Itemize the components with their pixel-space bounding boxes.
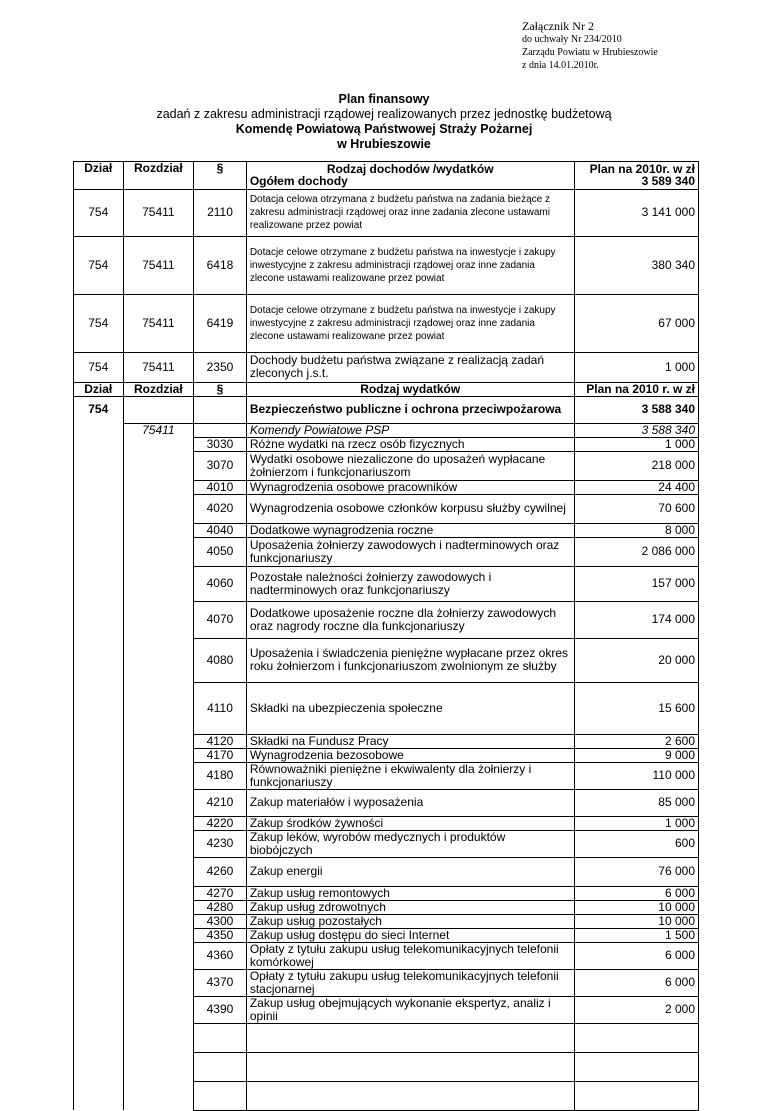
title-line-1: Plan finansowy [338, 92, 430, 106]
expense-description: Uposażenia i świadczenia pieniężne wypłacane przez okres roku żołnierzom i funkcjonariuszom zwolnionym ze służby [246, 638, 574, 682]
expense-description: Pozostałe należności żołnierzy zawodowych i nadterminowych oraz funkcjonariuszy [246, 566, 574, 601]
expense-paragraph: 4350 [194, 928, 247, 942]
expense-paragraph: 4050 [194, 537, 247, 566]
expense-row [74, 969, 699, 996]
expense-description: Zakup środków żywności [246, 816, 574, 830]
expense-value: 1 000 [574, 437, 698, 451]
col-header-dzial: Dział [74, 162, 124, 190]
col-header-rozdzial: Rozdział [123, 382, 194, 396]
col-header-plan [574, 162, 698, 189]
expense-row [74, 1081, 699, 1110]
expense-value: 157 000 [574, 566, 698, 601]
income-paragraph: 6419 [194, 294, 247, 352]
total-income-label: Ogółem dochody [249, 174, 348, 189]
expense-row [74, 996, 699, 1023]
expense-paragraph: 4270 [194, 886, 247, 900]
expense-row [74, 762, 699, 789]
expense-paragraph [194, 1023, 247, 1052]
expense-row [74, 537, 699, 566]
expense-row [74, 494, 699, 523]
income-rozdzial: 75411 [123, 294, 194, 352]
income-dzial: 754 [74, 189, 124, 236]
expense-paragraph: 3070 [194, 451, 247, 480]
expense-value: 15 600 [574, 682, 698, 734]
expense-paragraph: 4110 [194, 682, 247, 734]
expense-value: 70 600 [574, 494, 698, 523]
expense-description: Zakup usług dostępu do sieci Internet [246, 928, 574, 942]
expense-value: 76 000 [574, 857, 698, 886]
expense-paragraph: 4370 [194, 969, 247, 996]
col-header-rodzaj-text: Rodzaj dochodów /wydatków [326, 162, 494, 177]
expense-paragraph: 4210 [194, 789, 247, 816]
board-line: Zarządu Powiatu w Hrubieszowie [522, 47, 658, 58]
expense-value: 10 000 [574, 914, 698, 928]
expense-value: 6 000 [574, 942, 698, 969]
income-paragraph: 2110 [194, 189, 247, 236]
expense-row [74, 886, 699, 900]
expense-description: Opłaty z tytułu zakupu usług telekomunikacyjnych telefonii komórkowej [246, 942, 574, 969]
income-description: Dotacje celowe otrzymane z budżetu państwa na inwestycje i zakupy inwestycyjne z zakresu administracji rządowej oraz inne zadania zlecone ustawami realizowane przez powiat [246, 236, 574, 294]
income-dzial: 754 [74, 236, 124, 294]
expense-description: Dodatkowe wynagrodzenia roczne [246, 523, 574, 537]
expense-row [74, 857, 699, 886]
income-header-row [74, 162, 699, 189]
income-paragraph: 6418 [194, 236, 247, 294]
income-description: Dochody budżetu państwa związane z realizacją zadań zleconych j.s.t. [246, 352, 574, 382]
expense-paragraph [194, 1052, 247, 1081]
section-value: 3 588 340 [574, 396, 698, 423]
income-value: 67 000 [574, 294, 698, 352]
expense-value: 2 086 000 [574, 537, 698, 566]
income-paragraph: 2350 [194, 352, 247, 382]
chapter-description: Komendy Powiatowe PSP [246, 423, 574, 437]
expense-value [574, 1081, 698, 1110]
expense-paragraph: 4170 [194, 748, 247, 762]
expense-value: 8 000 [574, 523, 698, 537]
expense-paragraph: 4220 [194, 816, 247, 830]
section-total-row [74, 396, 699, 423]
expense-description [246, 1023, 574, 1052]
resolution-line: do uchwały Nr 234/2010 [522, 34, 622, 45]
expense-row [74, 1052, 699, 1081]
expense-description: Wydatki osobowe niezaliczone do uposażeń wypłacane żołnierzom i funkcjonariuszom [246, 451, 574, 480]
expense-value: 174 000 [574, 601, 698, 638]
expense-paragraph: 4360 [194, 942, 247, 969]
section-dzial: 754 [74, 396, 124, 423]
expense-description: Zakup leków, wyrobów medycznych i produktów biobójczych [246, 830, 574, 857]
expense-row [74, 1023, 699, 1052]
expense-paragraph: 4010 [194, 480, 247, 494]
expense-row [74, 480, 699, 494]
expense-row [74, 638, 699, 682]
expense-description: Różne wydatki na rzecz osób fizycznych [246, 437, 574, 451]
expense-paragraph: 4040 [194, 523, 247, 537]
document-title [0, 92, 768, 152]
income-row [74, 352, 699, 382]
expense-paragraph: 4020 [194, 494, 247, 523]
annex-header [522, 20, 658, 72]
expense-description: Składki na ubezpieczenia społeczne [246, 682, 574, 734]
section-description: Bezpieczeństwo publiczne i ochrona przeciwpożarowa [246, 396, 574, 423]
expense-description: Wynagrodzenia osobowe pracowników [246, 480, 574, 494]
income-row [74, 294, 699, 352]
expense-paragraph: 4230 [194, 830, 247, 857]
expense-value: 24 400 [574, 480, 698, 494]
expense-value: 218 000 [574, 451, 698, 480]
expense-paragraph: 4390 [194, 996, 247, 1023]
income-row [74, 236, 699, 294]
expense-description: Opłaty z tytułu zakupu usług telekomunikacyjnych telefonii stacjonarnej [246, 969, 574, 996]
expense-description: Uposażenia żołnierzy zawodowych i nadterminowych oraz funkcjonariuszy [246, 537, 574, 566]
expense-value: 1 000 [574, 816, 698, 830]
expense-description: Wynagrodzenia osobowe członków korpusu służby cywilnej [246, 494, 574, 523]
expense-row [74, 928, 699, 942]
expense-row [74, 451, 699, 480]
col-header-rodzaj: Rodzaj wydatków [246, 382, 574, 396]
expense-description [246, 1052, 574, 1081]
income-value: 380 340 [574, 236, 698, 294]
col-header-paragraph: § [194, 382, 247, 396]
expense-value: 10 000 [574, 900, 698, 914]
col-header-dzial: Dział [74, 382, 124, 396]
income-rozdzial: 75411 [123, 352, 194, 382]
expense-value: 20 000 [574, 638, 698, 682]
title-line-4: w Hrubieszowie [337, 137, 431, 151]
expense-description: Dodatkowe uposażenie roczne dla żołnierzy zawodowych oraz nagrody roczne dla funkcjonariuszy [246, 601, 574, 638]
expense-value [574, 1023, 698, 1052]
expense-value [574, 1052, 698, 1081]
expense-paragraph: 4080 [194, 638, 247, 682]
income-rozdzial: 75411 [123, 189, 194, 236]
income-dzial: 754 [74, 294, 124, 352]
expense-paragraph: 4120 [194, 734, 247, 748]
chapter-total-row [74, 423, 699, 437]
expense-paragraph: 4300 [194, 914, 247, 928]
chapter-value: 3 588 340 [574, 423, 698, 437]
expense-description: Zakup usług pozostałych [246, 914, 574, 928]
expense-description: Równoważniki pieniężne i ekwiwalenty dla żołnierzy i funkcjonariuszy [246, 762, 574, 789]
expense-description: Składki na Fundusz Pracy [246, 734, 574, 748]
expense-value: 600 [574, 830, 698, 857]
expense-description: Zakup materiałów i wyposażenia [246, 789, 574, 816]
expense-row [74, 566, 699, 601]
expense-description [246, 1081, 574, 1110]
col-header-rodzaj [246, 162, 574, 189]
col-header-rozdzial: Rozdział [123, 162, 194, 190]
expense-row [74, 734, 699, 748]
expense-row [74, 816, 699, 830]
expense-value: 6 000 [574, 886, 698, 900]
expense-row [74, 523, 699, 537]
expense-row [74, 942, 699, 969]
income-dzial: 754 [74, 352, 124, 382]
expense-value: 2 000 [574, 996, 698, 1023]
total-income-value: 3 589 340 [641, 174, 695, 189]
expense-row [74, 830, 699, 857]
income-description: Dotacje celowe otrzymane z budżetu państwa na inwestycje i zakupy inwestycyjne z zakresu administracji rządowej oraz inne zadania zlecone ustawami realizowane przez powiat [246, 294, 574, 352]
col-header-plan: Plan na 2010 r. w zł [574, 382, 698, 396]
income-rozdzial: 75411 [123, 236, 194, 294]
expense-row [74, 914, 699, 928]
income-description: Dotacja celowa otrzymana z budżetu państwa na zadania bieżące z zakresu administracji rządowej oraz inne zadania zlecone ustawami realizowane przez powiat [246, 189, 574, 236]
expense-paragraph: 4180 [194, 762, 247, 789]
expense-paragraph: 4280 [194, 900, 247, 914]
expense-description: Zakup usług zdrowotnych [246, 900, 574, 914]
chapter-rozdzial: 75411 [123, 423, 194, 437]
expense-value: 9 000 [574, 748, 698, 762]
expense-header-row [74, 382, 699, 396]
expense-paragraph: 4060 [194, 566, 247, 601]
financial-plan-table [73, 161, 699, 1111]
income-value: 1 000 [574, 352, 698, 382]
expense-value: 110 000 [574, 762, 698, 789]
annex-number: Załącznik Nr 2 [522, 19, 594, 33]
expense-value: 6 000 [574, 969, 698, 996]
expense-value: 1 500 [574, 928, 698, 942]
expense-value: 85 000 [574, 789, 698, 816]
expense-description: Zakup usług obejmujących wykonanie ekspertyz, analiz i opinii [246, 996, 574, 1023]
expense-row [74, 437, 699, 451]
col-header-paragraph: § [194, 162, 247, 190]
income-value: 3 141 000 [574, 189, 698, 236]
expense-paragraph: 3030 [194, 437, 247, 451]
expense-paragraph: 4260 [194, 857, 247, 886]
expense-row [74, 789, 699, 816]
expense-row [74, 748, 699, 762]
expense-row [74, 682, 699, 734]
expense-row [74, 601, 699, 638]
title-line-2: zadań z zakresu administracji rządowej realizowanych przez jednostkę budżetową [156, 107, 612, 121]
expense-value: 2 600 [574, 734, 698, 748]
col-header-plan-text: Plan na 2010r. w zł [589, 162, 695, 177]
income-row [74, 189, 699, 236]
title-line-3: Komendę Powiatową Państwowej Straży Pożarnej [235, 122, 533, 136]
expense-description: Zakup usług remontowych [246, 886, 574, 900]
expense-description: Zakup energii [246, 857, 574, 886]
expense-row [74, 900, 699, 914]
date-line: z dnia 14.01.2010r. [522, 60, 599, 71]
expense-paragraph [194, 1081, 247, 1110]
expense-paragraph: 4070 [194, 601, 247, 638]
expense-description: Wynagrodzenia bezosobowe [246, 748, 574, 762]
